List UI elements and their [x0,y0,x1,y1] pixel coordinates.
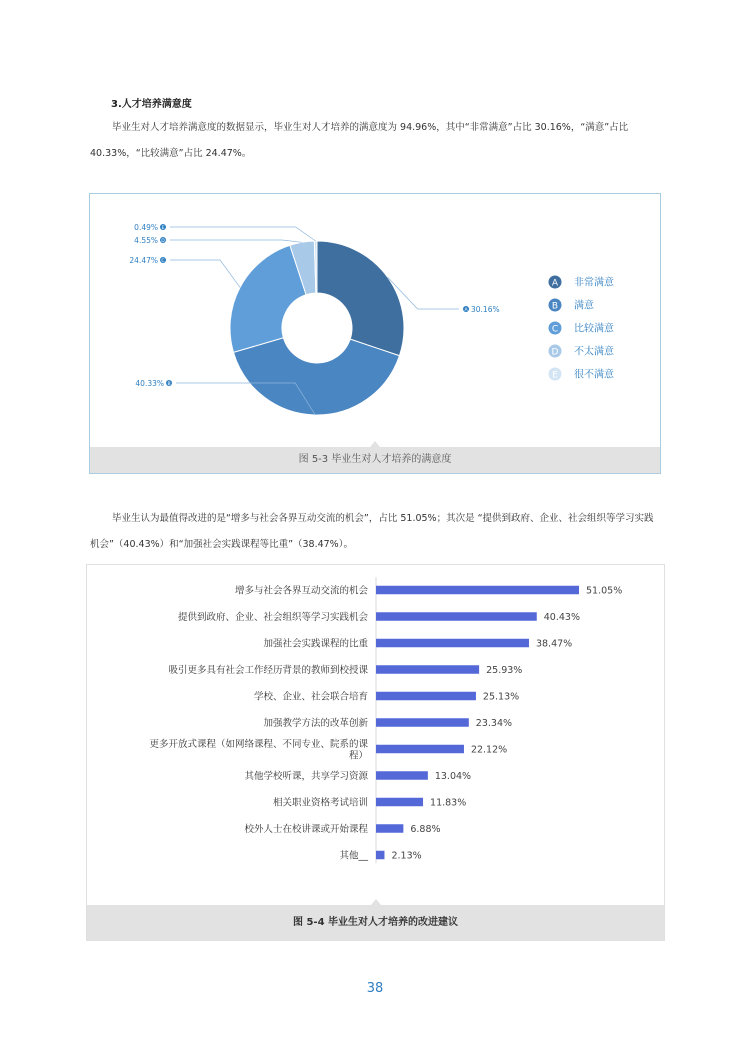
satisfaction-donut-chart [90,194,660,449]
bar-category-label: 加强教学方法的改革创新 [263,718,368,729]
bar-value-label: 25.93% [486,665,523,676]
bar-category-label: 其他__ [339,850,368,862]
donut-value-label: 0.49% [134,223,158,232]
donut-value-label: 30.16% [471,305,500,314]
callout-badge-letter: B [167,381,171,387]
bar [376,851,384,860]
bar [376,745,464,754]
donut-value-label: 40.33% [135,379,164,388]
bar-value-label: 6.88% [410,824,441,835]
bar-category-label: 提供到政府、企业、社会组织等学习实践机会 [177,612,368,623]
page-number: 38 [366,981,384,996]
legend-label: 满意 [574,300,594,312]
legend-badge-letter: A [551,278,559,289]
improvement-bar-chart [87,565,664,905]
legend-badge-letter: C [551,324,559,335]
caption-notch [371,899,381,905]
bar-category-label: 吸引更多具有社会工作经历背景的教师到校授课 [168,665,368,676]
bar-category-label: 其他学校听课，共享学习资源 [244,771,368,782]
bar-value-label: 23.34% [475,718,513,729]
legend-label: 比较满意 [574,323,614,335]
bar [376,692,476,701]
section-heading: 3.人才培养满意度 [111,99,192,110]
caption-notch [370,441,380,447]
improvement-paragraph: 毕业生认为最值得改进的是“增多与社会各界互动交流的机会”，占比 51.05%；其次是 “提供到政府、企业、社会组织等学习实践机会”（40.43%）和“加强社会实践课程等比重”（38.47%）。 [90,513,654,550]
donut-slice-b [233,338,399,415]
bar-category-label: 校外人士在校讲课或开始课程 [244,824,368,835]
donut-value-label: 24.47% [129,256,158,265]
legend-label: 不太满意 [574,346,614,358]
bar-category-label: 相关职业资格考试培训 [272,797,368,809]
callout-line [170,227,316,241]
figure-5-4-caption-bar [87,905,664,940]
legend-badge-letter: E [552,370,558,381]
callout-line [170,260,240,287]
donut-slice-a [317,241,404,356]
callout-badge-letter: E [161,225,165,231]
bar [376,612,537,621]
satisfaction-paragraph: 毕业生对人才培养满意度的数据显示，毕业生对人才培养的满意度为 94.96%，其中“非常满意”占比 30.16%，“满意”占比 40.33%，“比较满意”占比 24.47%。 [90,122,629,159]
donut-value-label: 4.55% [134,236,158,245]
bar-value-label: 13.04% [434,771,472,782]
bar-category-label: 更多开放式课程（如网络课程、不同专业、院系的课 [149,738,368,750]
legend-label: 非常满意 [574,277,614,289]
callout-badge-letter: C [161,258,165,264]
bar [376,771,428,780]
bar-category-label: 增多与社会各界互动交流的机会 [234,585,368,597]
bar-value-label: 25.13% [482,691,520,703]
bar-category-label: 加强社会实践课程的比重 [263,638,368,650]
legend-badge-letter: D [551,347,559,358]
legend-badge-letter: B [551,301,559,312]
bar [376,665,479,674]
satisfaction-figure [89,193,661,474]
bar-value-label: 2.13% [391,850,422,862]
figure-5-3-caption-bar [90,447,660,473]
bar-value-label: 40.43% [543,612,581,623]
figure-5-3-caption: 图 5-3 毕业生对人才培养的满意度 [298,454,452,465]
bar-value-label: 22.12% [470,744,508,756]
bar-category-label: 程） [348,750,368,762]
bar [376,718,469,727]
improvement-figure [86,564,665,941]
bar-value-label: 51.05% [586,585,623,597]
bar [376,824,403,833]
bar [376,798,423,807]
bar-value-label: 38.47% [535,638,573,650]
bar [376,586,579,595]
bar [376,639,529,648]
bar-value-label: 11.83% [430,797,467,809]
callout-badge-letter: A [464,307,468,313]
callout-line [170,240,302,242]
legend-label: 很不满意 [574,369,614,381]
figure-5-4-caption: 图 5-4 毕业生对人才培养的改进建议 [292,917,459,928]
bar-category-label: 学校、企业、社会联合培育 [253,691,368,703]
callout-badge-letter: D [161,238,165,244]
